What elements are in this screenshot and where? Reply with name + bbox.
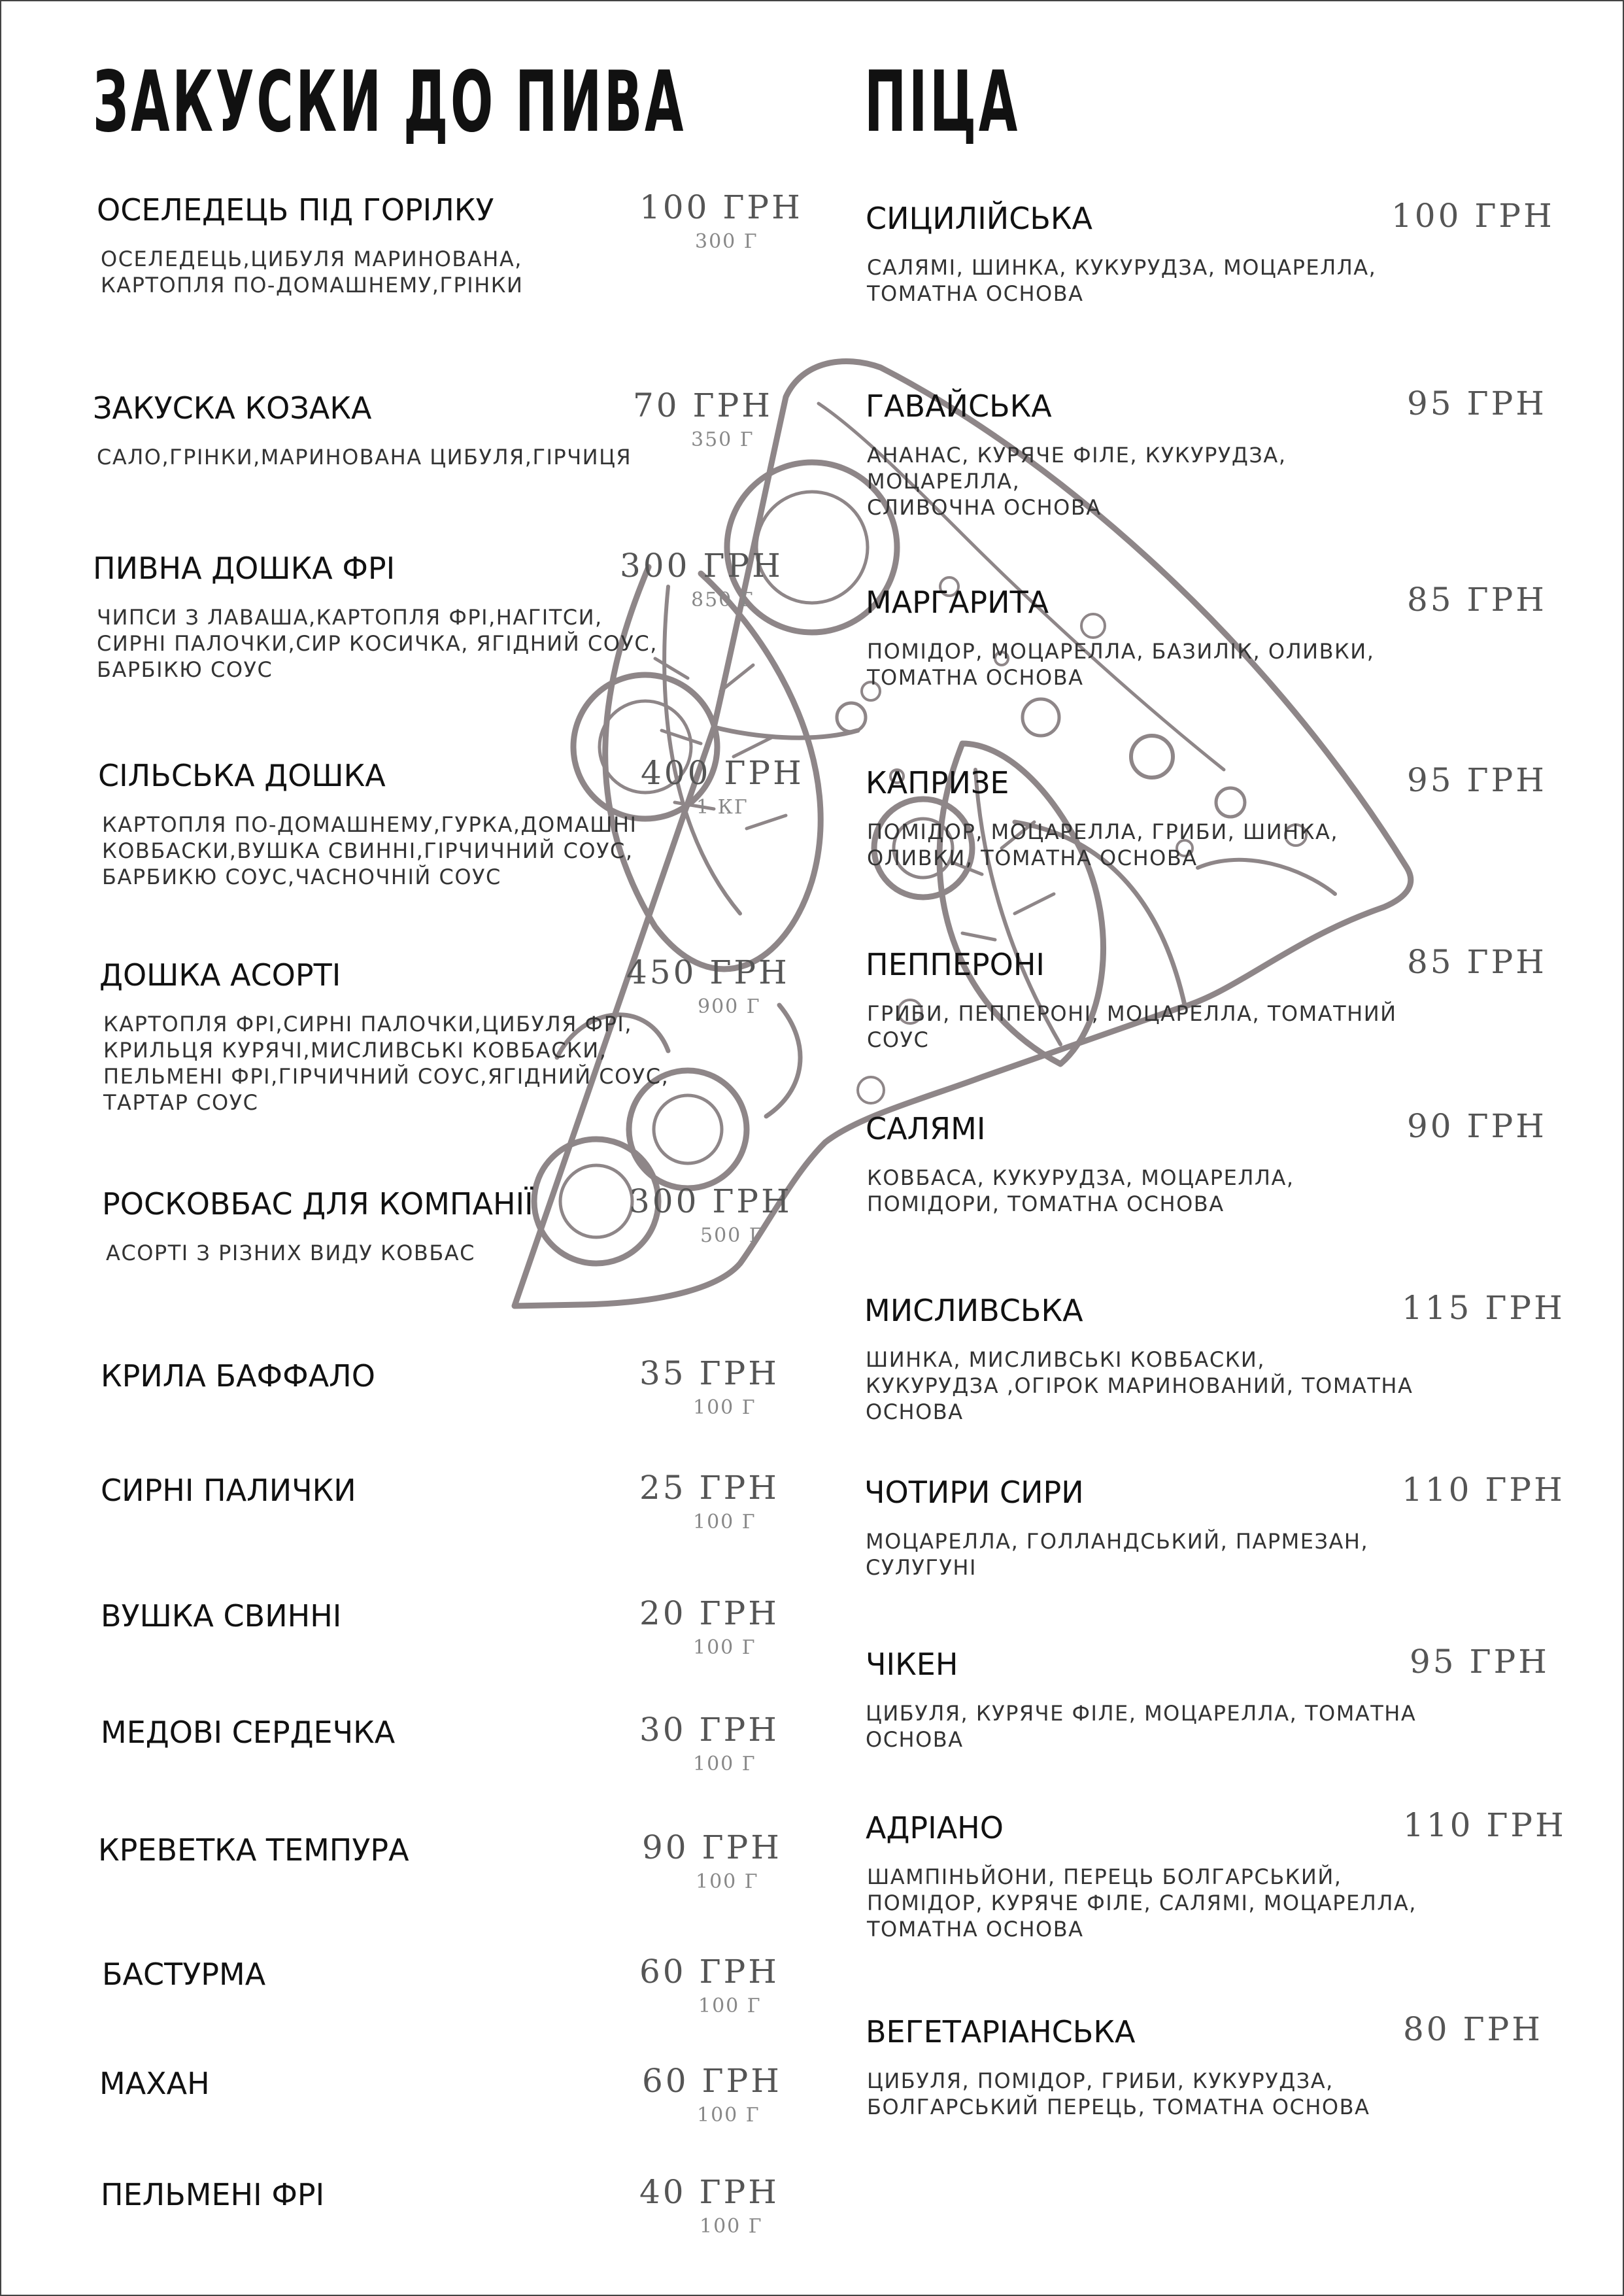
item-name: ПЕППЕРОНІ <box>866 947 1045 982</box>
item-weight: 100 Г <box>693 1753 756 1775</box>
item-price: 115 ГРН <box>1402 1289 1565 1327</box>
item-weight: 100 Г <box>700 2215 763 2238</box>
item-name: СИЦИЛІЙСЬКА <box>866 201 1093 236</box>
item-description: ПОМІДОР, МОЦАРЕЛЛА, БАЗИЛІК, ОЛИВКИ, ТОМАТНА ОСНОВА <box>867 639 1375 690</box>
item-description: КАРТОПЛЯ ПО-ДОМАШНЕМУ,ГУРКА,ДОМАШНІ КОВБАСКИ,ВУШКА СВИННІ,ГІРЧИЧНИЙ СОУС, БАРБИКЮ СОУС,ЧАСНОЧНІЙ СОУС <box>102 812 637 889</box>
item-description: КАРТОПЛЯ ФРІ,СИРНІ ПАЛОЧКИ,ЦИБУЛЯ ФРІ, КРИЛЬЦЯ КУРЯЧІ,МИСЛИВСЬКІ КОВБАСКИ, ПЕЛЬМЕНІ ФРІ,ГІРЧИЧНИЙ СОУС,ЯГІДНИЙ СОУС, ТАРТАР СОУС <box>103 1012 669 1115</box>
item-weight: 1 КГ <box>696 796 749 819</box>
item-weight: 100 Г <box>696 1870 759 1893</box>
item-price: 450 ГРН <box>626 953 790 991</box>
item-name: КАПРИЗЕ <box>866 765 1009 800</box>
item-price: 300 ГРН <box>620 547 783 585</box>
item-weight: 100 Г <box>697 2104 760 2127</box>
item-name: ПИВНА ДОШКА ФРІ <box>93 551 396 586</box>
item-price: 90 ГРН <box>1407 1107 1547 1145</box>
item-name: АДРІАНО <box>866 1810 1004 1845</box>
item-name: МИСЛИВСЬКА <box>864 1293 1083 1328</box>
item-price: 400 ГРН <box>641 754 804 792</box>
item-price: 100 ГРН <box>1391 197 1555 235</box>
item-price: 85 ГРН <box>1407 943 1547 981</box>
item-price: 110 ГРН <box>1402 1471 1565 1509</box>
item-price: 95 ГРН <box>1407 385 1547 422</box>
item-name: СИРНІ ПАЛИЧКИ <box>101 1473 356 1508</box>
item-description: ШИНКА, МИСЛИВСЬКІ КОВБАСКИ, КУКУРУДЗА ,ОГІРОК МАРИНОВАНИЙ, ТОМАТНА ОСНОВА <box>866 1347 1413 1424</box>
snacks-heading: ЗАКУСКИ ДО ПИВА <box>93 54 686 151</box>
item-description: АНАНАС, КУРЯЧЕ ФІЛЕ, КУКУРУДЗА, МОЦАРЕЛЛА, СЛИВОЧНА ОСНОВА <box>867 443 1287 520</box>
item-weight: 500 Г <box>700 1224 764 1247</box>
item-description: КОВБАСА, КУКУРУДЗА, МОЦАРЕЛЛА, ПОМІДОРИ, ТОМАТНА ОСНОВА <box>867 1165 1294 1216</box>
item-name: ЗАКУСКА КОЗАКА <box>93 390 372 426</box>
item-description: ГРИБИ, ПЕППЕРОНІ, МОЦАРЕЛЛА, ТОМАТНИЙ СОУС <box>867 1001 1397 1052</box>
item-description: САЛЯМІ, ШИНКА, КУКУРУДЗА, МОЦАРЕЛЛА, ТОМАТНА ОСНОВА <box>867 255 1377 306</box>
item-price: 80 ГРН <box>1403 2010 1543 2048</box>
item-name: САЛЯМІ <box>866 1111 986 1146</box>
item-price: 85 ГРН <box>1407 581 1547 619</box>
item-price: 110 ГРН <box>1403 1806 1566 1844</box>
item-price: 100 ГРН <box>639 188 803 226</box>
item-price: 20 ГРН <box>639 1594 779 1632</box>
item-name: ВУШКА СВИННІ <box>101 1598 342 1634</box>
item-weight: 300 Г <box>695 230 758 253</box>
item-price: 300 ГРН <box>629 1182 792 1220</box>
item-name: СІЛЬСЬКА ДОШКА <box>98 758 386 793</box>
item-name: МАРГАРИТА <box>866 585 1049 620</box>
item-description: ПОМІДОР, МОЦАРЕЛЛА, ГРИБИ, ШИНКА, ОЛИВКИ, ТОМАТНА ОСНОВА <box>867 819 1339 870</box>
item-name: ЧОТИРИ СИРИ <box>864 1475 1084 1510</box>
item-price: 95 ГРН <box>1410 1643 1549 1681</box>
item-description: САЛО,ГРІНКИ,МАРИНОВАНА ЦИБУЛЯ,ГІРЧИЦЯ <box>97 445 632 470</box>
item-price: 95 ГРН <box>1407 761 1547 799</box>
item-weight: 350 Г <box>691 428 754 451</box>
item-description: АСОРТІ З РІЗНИХ ВИДУ КОВБАС <box>106 1241 476 1265</box>
item-price: 40 ГРН <box>639 2173 779 2211</box>
item-weight: 100 Г <box>693 1511 756 1534</box>
item-name: ДОШКА АСОРТІ <box>99 957 341 993</box>
item-name: РОСКОВБАС ДЛЯ КОМПАНІЇ <box>102 1186 533 1222</box>
item-weight: 900 Г <box>698 995 761 1018</box>
item-description: ШАМПІНЬЙОНИ, ПЕРЕЦЬ БОЛГАРСЬКИЙ, ПОМІДОР, КУРЯЧЕ ФІЛЕ, САЛЯМІ, МОЦАРЕЛЛА, ТОМАТНА ОСНОВА <box>867 1864 1417 1942</box>
item-description: ЦИБУЛЯ, КУРЯЧЕ ФІЛЕ, МОЦАРЕЛЛА, ТОМАТНА ОСНОВА <box>866 1701 1417 1752</box>
item-weight: 100 Г <box>693 1636 756 1659</box>
item-description: ЦИБУЛЯ, ПОМІДОР, ГРИБИ, КУКУРУДЗА, БОЛГАРСЬКИЙ ПЕРЕЦЬ, ТОМАТНА ОСНОВА <box>867 2068 1370 2119</box>
item-name: ГАВАЙСЬКА <box>866 388 1052 424</box>
item-price: 25 ГРН <box>639 1469 779 1507</box>
item-description: ОСЕЛЕДЕЦЬ,ЦИБУЛЯ МАРИНОВАНА, КАРТОПЛЯ ПО-ДОМАШНЕМУ,ГРІНКИ <box>101 247 524 298</box>
pizza-heading: ПІЦА <box>864 54 1020 151</box>
item-price: 60 ГРН <box>639 1953 779 1991</box>
item-name: КРИЛА БАФФАЛО <box>101 1358 375 1394</box>
item-price: 60 ГРН <box>642 2062 782 2100</box>
item-name: ОСЕЛЕДЕЦЬ ПІД ГОРІЛКУ <box>97 192 494 228</box>
item-description: МОЦАРЕЛЛА, ГОЛЛАНДСЬКИЙ, ПАРМЕЗАН, СУЛУГУНІ <box>866 1529 1369 1580</box>
item-name: ЧІКЕН <box>866 1647 958 1682</box>
item-price: 35 ГРН <box>639 1354 779 1392</box>
item-description: ЧИПСИ З ЛАВАША,КАРТОПЛЯ ФРІ,НАГІТСИ, СИРНІ ПАЛОЧКИ,СИР КОСИЧКА, ЯГІДНИЙ СОУС, БАРБІКЮ СОУС <box>97 605 658 682</box>
item-name: ПЕЛЬМЕНІ ФРІ <box>101 2177 325 2212</box>
item-name: БАСТУРМА <box>102 1957 266 1992</box>
item-name: ВЕГЕТАРІАНСЬКА <box>866 2014 1136 2049</box>
item-weight: 850 Г <box>691 589 754 611</box>
item-name: МЕДОВІ СЕРДЕЧКА <box>101 1715 396 1750</box>
item-price: 70 ГРН <box>633 386 773 424</box>
item-price: 30 ГРН <box>639 1711 779 1749</box>
item-weight: 100 Г <box>693 1396 756 1419</box>
item-price: 90 ГРН <box>642 1828 782 1866</box>
item-weight: 100 Г <box>698 1995 762 2017</box>
item-name: КРЕВЕТКА ТЕМПУРА <box>98 1832 409 1868</box>
item-name: МАХАН <box>99 2066 210 2101</box>
